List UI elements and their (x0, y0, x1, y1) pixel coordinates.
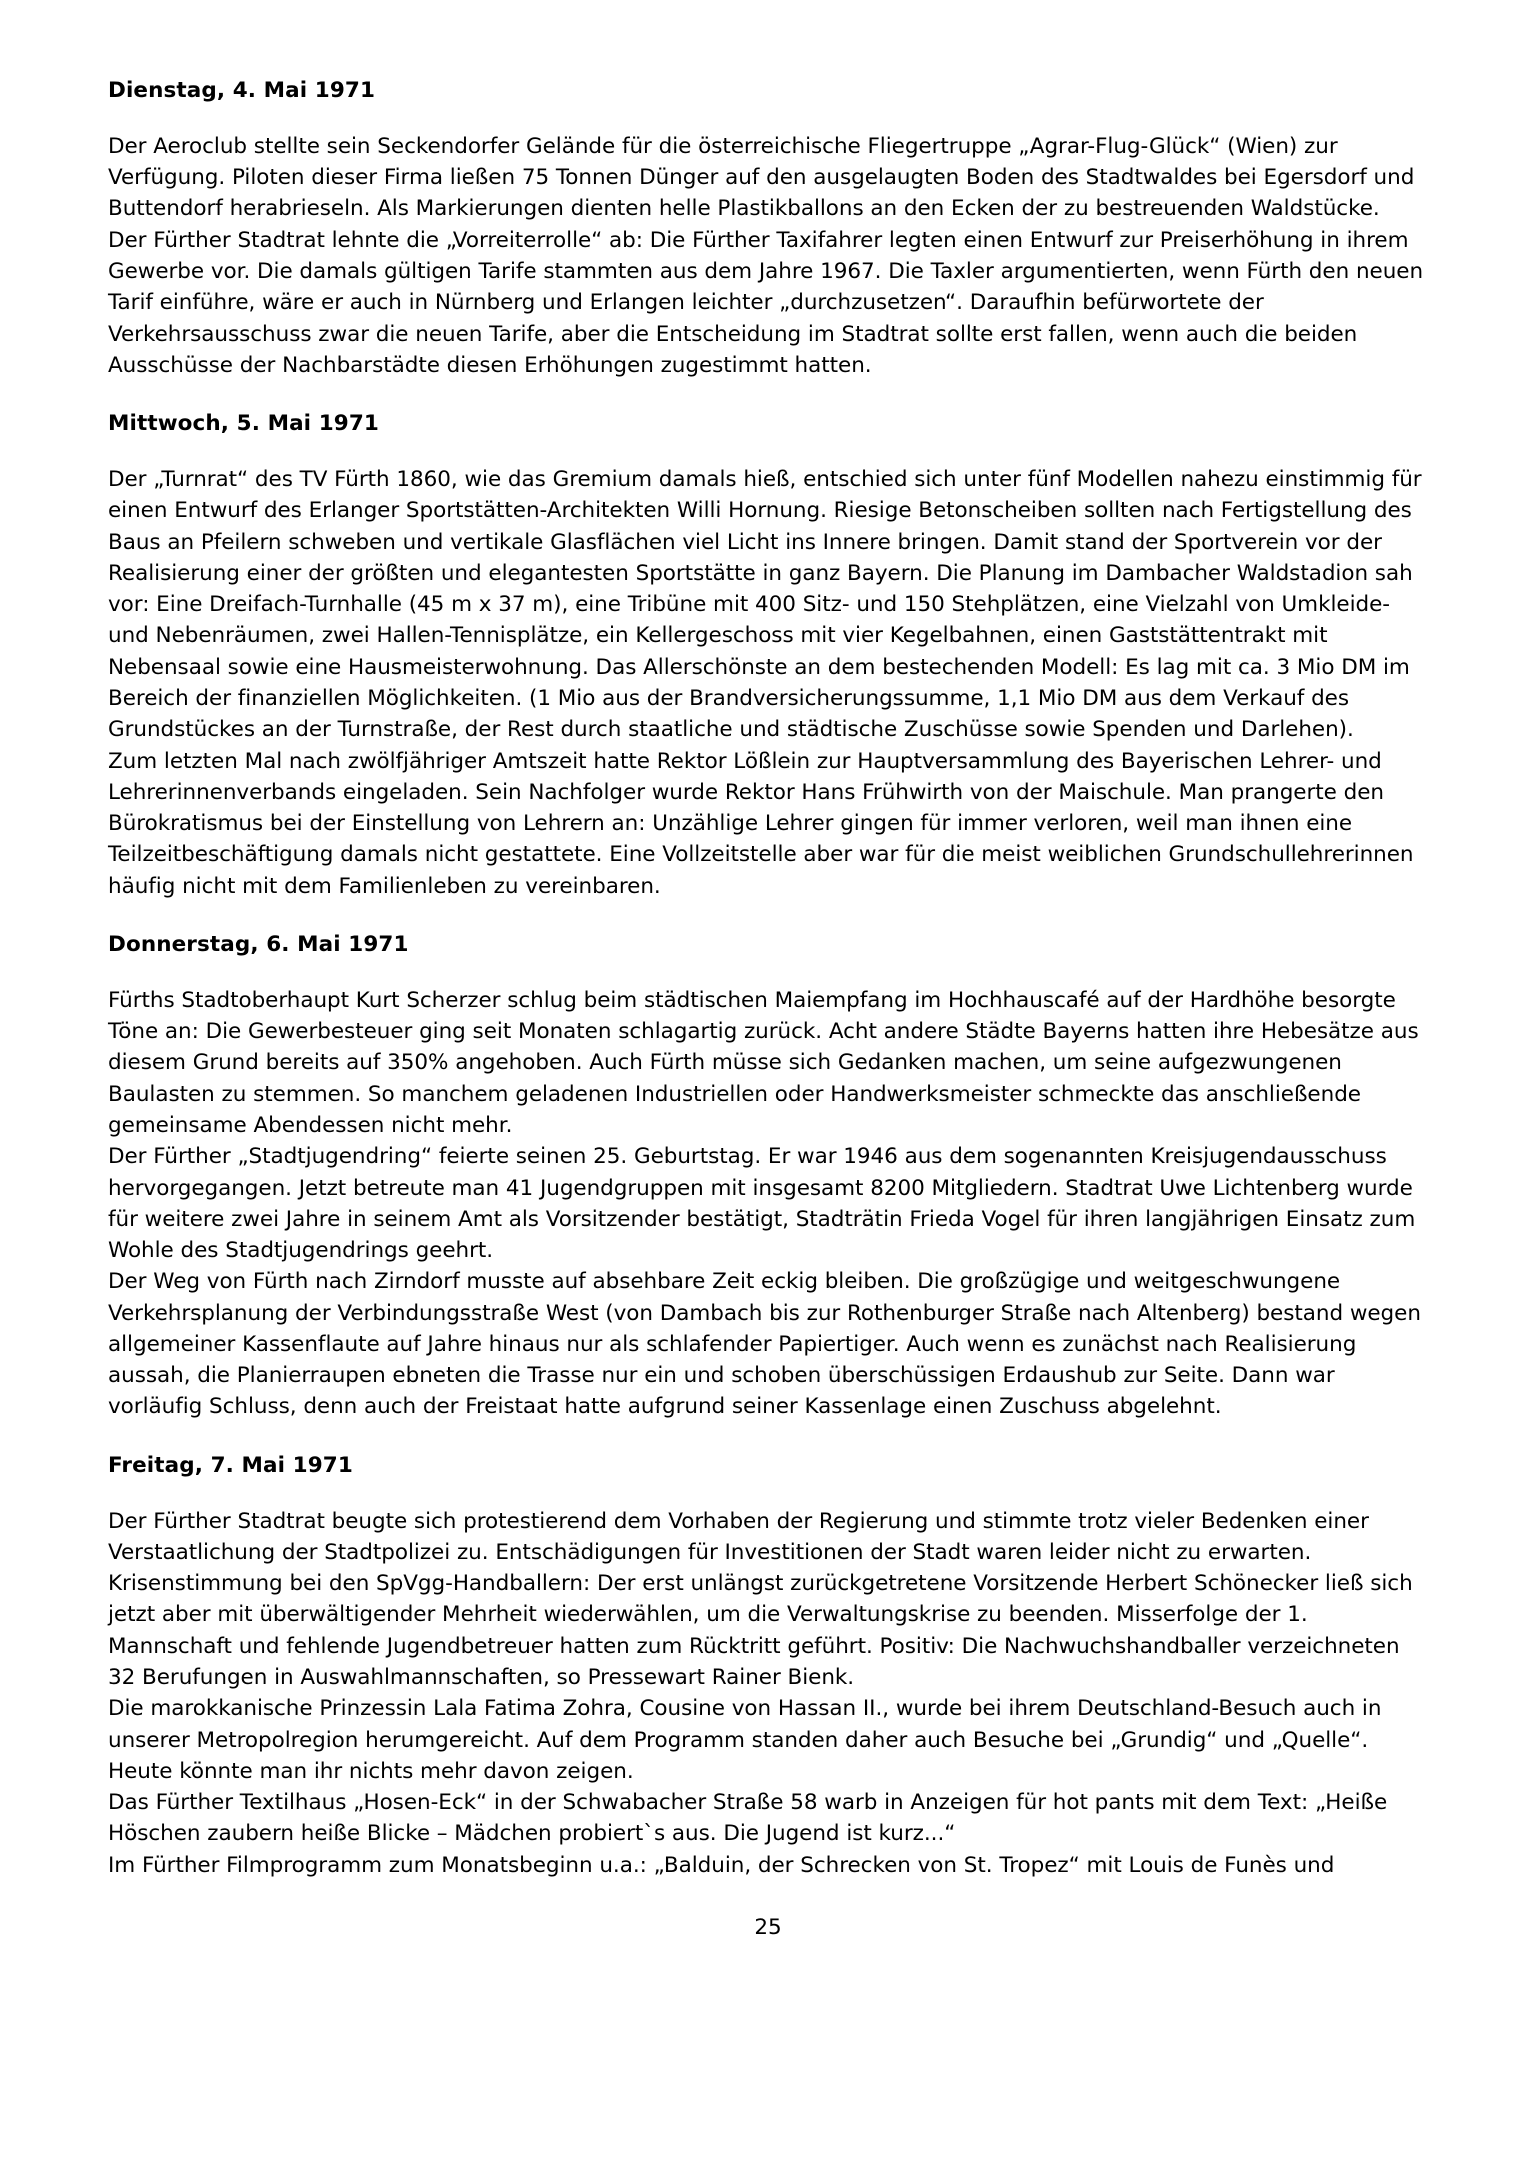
document-body (108, 78, 1428, 1980)
diary-entry (108, 411, 1428, 902)
entry-paragraph: Der „Turnrat“ des TV Fürth 1860, wie das Gremium damals hieß, entschied sich unter fünf Modellen nahezu einstimmig für einen Entwurf des Erlanger Sportstätten-Architekten Willi Hornung. Riesige Betonscheiben sollten nach Fertigstellung des Baus an Pfeilern schweben und vertikale Glasflächen viel Licht ins Innere bringen. Damit stand der Sportverein vor der Realisierung einer der größten und elegantesten Sportstätte in ganz Bayern. Die Planung im Dambacher Waldstadion sah vor: Eine Dreifach-Turnhalle (45 m x 37 m), eine Tribüne mit 400 Sitz- und 150 Stehplätzen, eine Vielzahl von Umkleide- und Nebenräumen, zwei Hallen-Tennisplätze, ein Kellergeschoss mit vier Kegelbahnen, einen Gaststättentrakt mit Nebensaal sowie eine Hausmeisterwohnung. Das Allerschönste an dem bestechenden Modell: Es lag mit ca. 3 Mio DM im Bereich der finanziellen Möglichkeiten. (1 Mio aus der Brandversicherungssumme, 1,1 Mio DM aus dem Verkauf des Grundstückes an der Turnstraße, der Rest durch staatliche und städtische Zuschüsse sowie Spenden und Darlehen). (108, 467, 1422, 743)
entry-paragraph: Krisenstimmung bei den SpVgg-Handballern: Der erst unlängst zurückgetretene Vorsitzende Herbert Schönecker ließ sich jetzt aber mit überwältigender Mehrheit wiederwählen, um die Verwaltungskrise zu beenden. Misserfolge der 1. Mannschaft und fehlende Jugendbetreuer hatten zum Rücktritt geführt. Positiv: Die Nachwuchshandballer verzeichneten 32 Berufungen in Auswahlmannschaften, so Pressewart Rainer Bienk. (108, 1571, 1413, 1691)
entry-paragraph: Der Fürther „Stadtjugendring“ feierte seinen 25. Geburtstag. Er war 1946 aus dem sogenannten Kreisjugendausschuss hervorgegangen. Jetzt betreute man 41 Jugendgruppen mit insgesamt 8200 Mitgliedern. Stadtrat Uwe Lichtenberg wurde für weitere zwei Jahre in seinem Amt als Vorsitzender bestätigt, Stadträtin Frieda Vogel für ihren langjährigen Einsatz zum Wohle des Stadtjugendrings geehrt. (108, 1144, 1416, 1264)
entry-paragraph: Das Fürther Textilhaus „Hosen-Eck“ in der Schwabacher Straße 58 warb in Anzeigen für hot pants mit dem Text: „Heiße Höschen zaubern heiße Blicke – Mädchen probiert`s aus. Die Jugend ist kurz...“ (108, 1790, 1388, 1847)
entry-paragraph: Der Fürther Stadtrat lehnte die „Vorreiterrolle“ ab: Die Fürther Taxifahrer legten einen Entwurf zur Preiserhöhung in ihrem Gewerbe vor. Die damals gültigen Tarife stammten aus dem Jahre 1967. Die Taxler argumentierten, wenn Fürth den neuen Tarif einführe, wäre er auch in Nürnberg und Erlangen leichter „durchzusetzen“. Daraufhin befürwortete der Verkehrsausschuss zwar die neuen Tarife, aber die Entscheidung im Stadtrat sollte erst fallen, wenn auch die beiden Ausschüsse der Nachbarstädte diesen Erhöhungen zugestimmt hatten. (108, 227, 1424, 378)
diary-entry (108, 78, 1428, 381)
diary-entry (108, 932, 1428, 1423)
diary-entry (108, 1453, 1428, 1881)
entry-date-heading: Dienstag, 4. Mai 1971 (108, 78, 376, 103)
entry-date-heading: Freitag, 7. Mai 1971 (108, 1452, 353, 1478)
entry-paragraph: Fürths Stadtoberhaupt Kurt Scherzer schlug beim städtischen Maiempfang im Hochhauscafé auf der Hardhöhe besorgte Töne an: Die Gewerbesteuer ging seit Monaten schlagartig zurück. Acht andere Städte Bayerns hatten ihre Hebesätze aus diesem Grund bereits auf 350% angehoben. Auch Fürth müsse sich Gedanken machen, um seine aufgezwungenen Baulasten zu stemmen. So manchem geladenen Industriellen oder Handwerksmeister schmeckte das anschließende gemeinsame Abendessen nicht mehr. (108, 987, 1419, 1138)
entry-paragraph: Der Aeroclub stellte sein Seckendorfer Gelände für die österreichische Fliegertruppe „Agrar-Flug-Glück“ (Wien) zur Verfügung. Piloten dieser Firma ließen 75 Tonnen Dünger auf den ausgelaugten Boden des Stadtwaldes bei Egersdorf und Buttendorf herabrieseln. Als Markierungen dienten helle Plastikballons an den Ecken der zu bestreuenden Waldstücke. (108, 133, 1415, 222)
page-number: 25 (754, 1915, 782, 1940)
entry-paragraph: Der Weg von Fürth nach Zirndorf musste auf absehbare Zeit eckig bleiben. Die großzügige und weitgeschwungene Verkehrsplanung der Verbindungsstraße West (von Dambach bis zur Rothenburger Straße nach Altenberg) bestand wegen allgemeiner Kassenflaute auf Jahre hinaus nur als schlafender Papiertiger. Auch wenn es zunächst nach Realisierung aussah, die Planierraupen ebneten die Trasse nur ein und schoben überschüssigen Erdaushub zur Seite. Dann war vorläufig Schluss, denn auch der Freistaat hatte aufgrund seiner Kassenlage einen Zuschuss abgelehnt. (108, 1269, 1421, 1420)
entry-date-heading: Mittwoch, 5. Mai 1971 (108, 411, 379, 437)
entry-paragraph: Der Fürther Stadtrat beugte sich protestierend dem Vorhaben der Regierung und stimmte trotz vieler Bedenken einer Verstaatlichung der Stadtpolizei zu. Entschädigungen für Investitionen der Stadt waren leider nicht zu erwarten. (108, 1508, 1369, 1565)
entry-paragraph: Zum letzten Mal nach zwölfjähriger Amtszeit hatte Rektor Lößlein zur Hauptversammlung des Bayerischen Lehrer- und Lehrerinnenverbands eingeladen. Sein Nachfolger wurde Rektor Hans Frühwirth von der Maischule. Man prangerte den Bürokratismus bei der Einstellung von Lehrern an: Unzählige Lehrer gingen für immer verloren, weil man ihnen eine Teilzeitbeschäftigung damals nicht gestattete. Eine Vollzeitstelle aber war für die meist weiblichen Grundschullehrerinnen häufig nicht mit dem Familienleben zu vereinbaren. (108, 748, 1414, 899)
entry-date-heading: Donnerstag, 6. Mai 1971 (108, 931, 409, 957)
entry-paragraph: Im Fürther Filmprogramm zum Monatsbeginn u.a.: „Balduin, der Schrecken von St. Tropez“ mit Louis de Funès und (108, 1852, 1335, 1878)
entry-paragraph: Die marokkanische Prinzessin Lala Fatima Zohra, Cousine von Hassan II., wurde bei ihrem Deutschland-Besuch auch in unserer Metropolregion herumgereicht. Auf dem Programm standen daher auch Besuche bei „Grundig“ und „Quelle“. Heute könnte man ihr nichts mehr davon zeigen. (108, 1696, 1382, 1784)
